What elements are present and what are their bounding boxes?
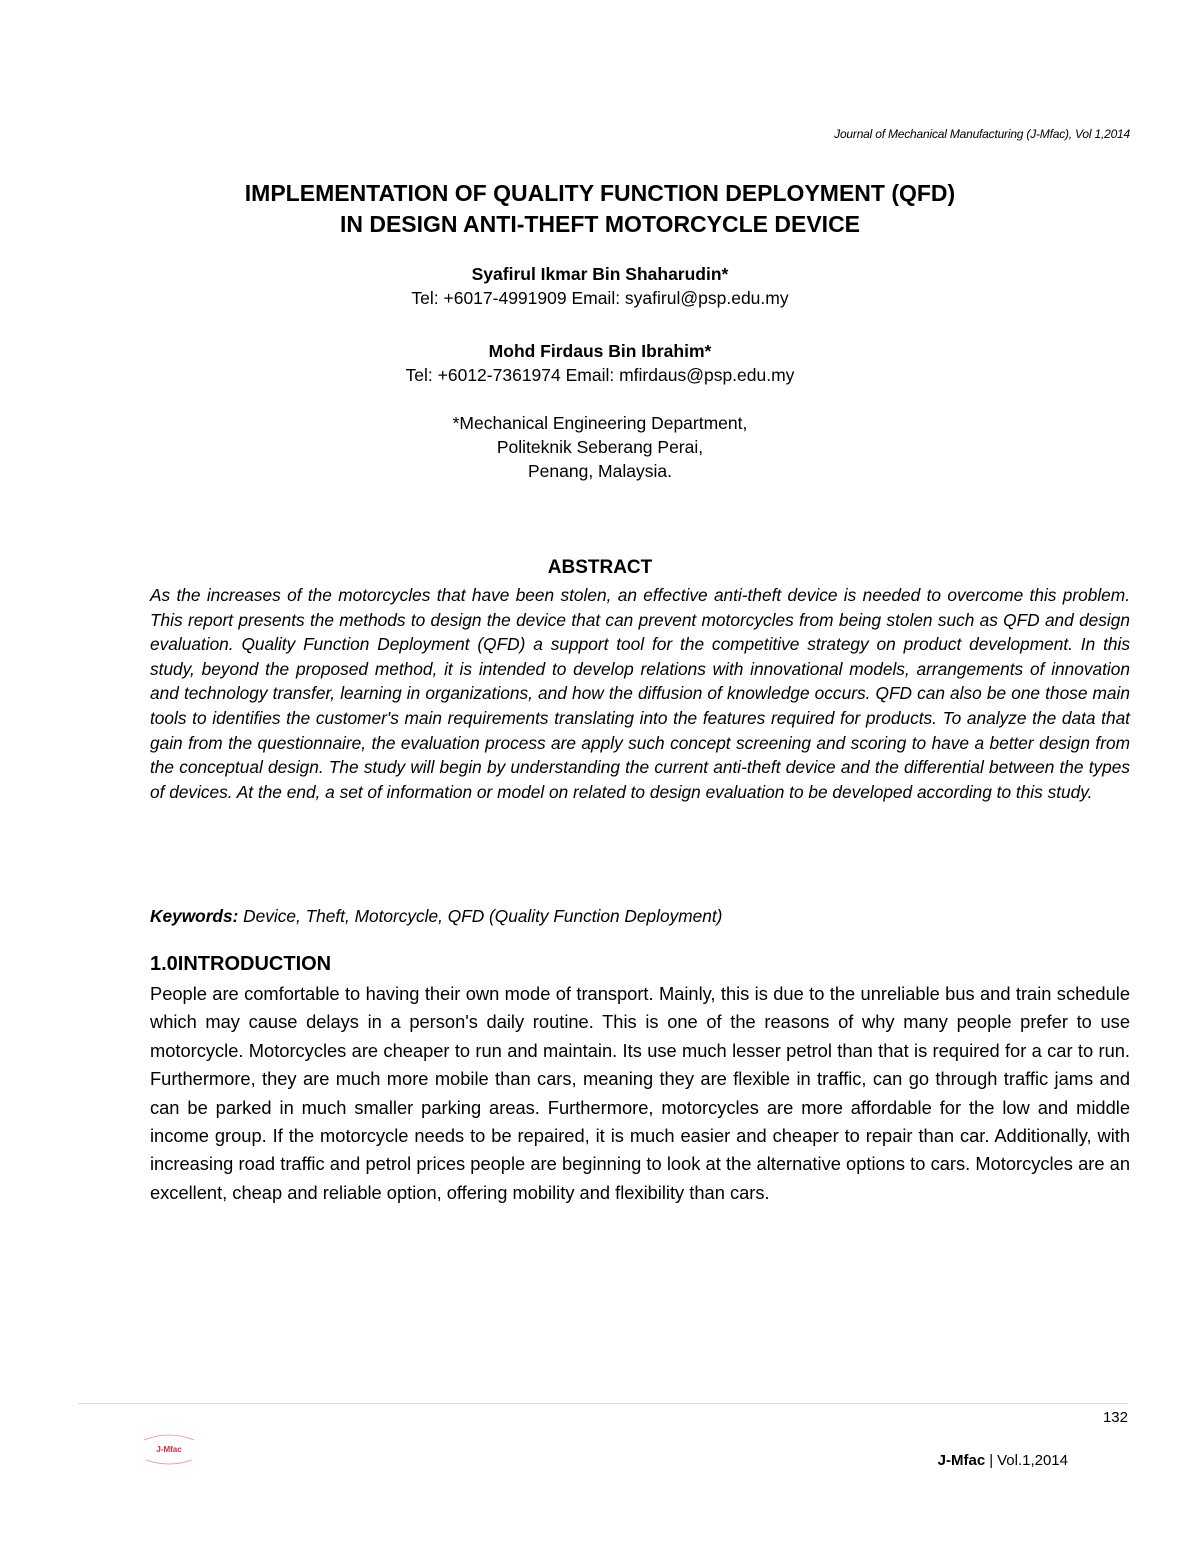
author-1 [0,262,1200,310]
keywords-text: Device, Theft, Motorcycle, QFD (Quality Function Deployment) [238,906,723,926]
author-contact: Tel: +6017-4991909 Email: syafirul@psp.edu.my [411,288,789,308]
author-name: Syafirul Ikmar Bin Shaharudin* [471,264,729,284]
affiliation-line-2: Politeknik Seberang Perai, [496,437,704,457]
author-name: Mohd Firdaus Bin Ibrahim* [488,341,712,361]
affiliation [0,411,1200,483]
logo-text: J-Mfac [156,1445,182,1454]
footer-volume: Vol.1,2014 [997,1452,1068,1469]
footer-separator: | [989,1452,994,1469]
footer-journal [938,1452,1068,1469]
page-number: 132 [1102,1409,1128,1426]
introduction-text: People are comfortable to having their own mode of transport. Mainly, this is due to the unreliable bus and train schedule which may cause delays in a person's daily routine. This is one of the reasons of why many people prefer to use motorcycle. Motorcycles are cheaper to run and maintain. Its use much lesser petrol than that is required for a car to run. Furthermore, they are much more mobile than cars, meaning they are flexible in traffic, can go through traffic jams and can be parked in much smaller parking areas. Furthermore, motorcycles are more affordable for the low and middle income group. If the motorcycle needs to be repaired, it is much easier and cheaper to repair than car. Additionally, with increasing road traffic and petrol prices people are beginning to look at the alternative options to cars. Motorcycles are an excellent, cheap and reliable option, offering mobility and flexibility than cars. [150,983,1130,1203]
introduction-heading: 1.0INTRODUCTION [150,953,332,975]
keywords [150,906,1130,927]
title-line-2: IN DESIGN ANTI-THEFT MOTORCYCLE DEVICE [339,211,861,237]
abstract-heading: ABSTRACT [547,557,653,578]
author-contact: Tel: +6012-7361974 Email: mfirdaus@psp.edu.my [405,365,795,385]
running-head: Journal of Mechanical Manufacturing (J-Mfac), Vol 1,2014 [834,127,1130,141]
author-2 [0,339,1200,387]
footer-journal-name: J-Mfac [937,1452,986,1469]
keywords-label: Keywords: [150,906,239,926]
affiliation-line-1: *Mechanical Engineering Department, [452,413,748,433]
abstract-text: As the increases of the motorcycles that have been stolen, an effective anti-theft device is needed to overcome this problem. This report presents the methods to design the device that can prevent motorcycles from being stolen such as QFD and design evaluation. Quality Function Deployment (QFD) a support tool for the competitive strategy on product development. In this study, beyond the proposed method, it is intended to develop relations with innovational models, arrangements of innovation and technology transfer, learning in organizations, and how the diffusion of knowledge occurs. QFD can also be one those main tools to identifies the customer's main requirements translating into the features required for products. To analyze the data that gain from the questionnaire, the evaluation process are apply such concept screening and scoring to have a better design from the conceptual design. The study will begin by understanding the current anti-theft device and the differential between the types of devices. At the end, a set of information or model on related to design evaluation to be developed according to this study. [150,585,1130,802]
footer-divider [78,1403,1128,1404]
paper-title [0,178,1200,240]
title-line-1: IMPLEMENTATION OF QUALITY FUNCTION DEPLOYMENT (QFD) [244,180,956,206]
journal-logo-icon [138,1430,200,1466]
affiliation-line-3: Penang, Malaysia. [528,461,672,481]
